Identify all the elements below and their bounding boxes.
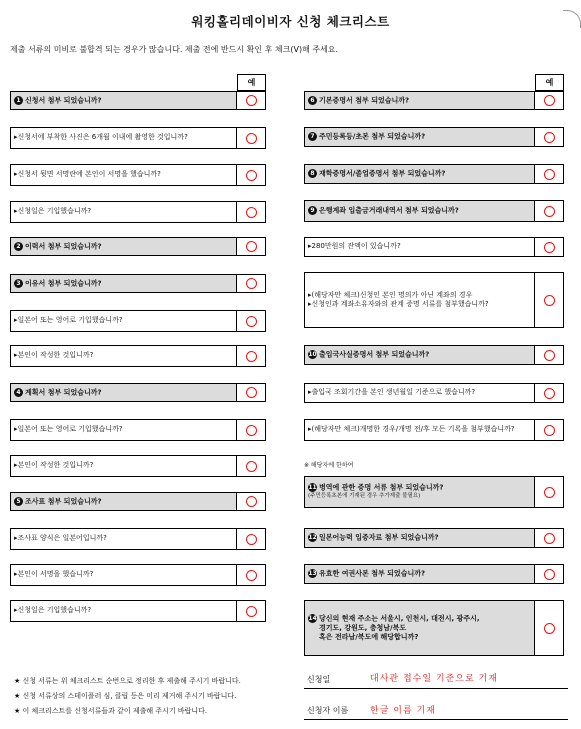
- checklist-item: [10, 455, 266, 477]
- check-cell[interactable]: [534, 601, 563, 655]
- circle-icon: [246, 570, 257, 581]
- check-cell[interactable]: [236, 529, 265, 549]
- item-label: ▸출입국 조회기간을 본인 생년월일 기준으로 했습니까?: [308, 388, 476, 397]
- item-label-sub: (주민등록초본에 기재된 경우 추가제출 불필요): [308, 493, 421, 500]
- item-label: ▸신청서에 부착한 사진은 6개월 이내에 촬영한 것입니까?: [14, 133, 188, 142]
- check-cell[interactable]: [236, 202, 265, 222]
- item-label: 기본증명서 첨부 되었습니까?: [319, 96, 410, 105]
- item-label-line2: 경기도, 강원도, 충청남/북도: [319, 623, 407, 632]
- item-label-line3: 혹은 전라남/북도에 해당합니까?: [319, 632, 419, 641]
- item-label: 출입국사실증명서 첨부 되었습니까?: [319, 350, 430, 359]
- circle-icon: [544, 295, 555, 306]
- checklist-item: [10, 345, 266, 367]
- circle-icon: [544, 206, 555, 217]
- name-underline: [304, 719, 568, 720]
- checklist-item: [304, 200, 564, 222]
- check-cell[interactable]: [236, 456, 265, 476]
- checklist-item: [304, 528, 564, 548]
- checklist-item: [304, 600, 564, 656]
- item-label: 병역에 관한 증명 서류 첨부 되었습니까?: [319, 483, 444, 492]
- checklist-item: [10, 91, 266, 110]
- checklist-item: [304, 91, 564, 110]
- check-cell[interactable]: [236, 346, 265, 366]
- date-underline: [304, 688, 568, 689]
- circle-icon: [246, 207, 257, 218]
- circle-icon: [246, 425, 257, 436]
- checklist-item: [10, 164, 266, 186]
- item-label: 일본어능력 입증자료 첨부 되었습니까?: [319, 533, 439, 542]
- item-label: ▸본인이 작성한 것입니까?: [14, 351, 94, 360]
- circle-icon: [246, 496, 257, 507]
- circle-icon: [544, 132, 555, 143]
- check-cell[interactable]: [236, 565, 265, 585]
- item-label-line2: ▸신청인과 계좌소유자와의 관계 증명 서류를 첨부했습니까?: [308, 300, 489, 308]
- check-cell[interactable]: [236, 311, 265, 331]
- circle-icon: [544, 95, 555, 106]
- number-badge: 7: [308, 132, 317, 141]
- checklist-item: [304, 419, 564, 441]
- number-badge: 9: [308, 206, 317, 215]
- item-label: ▸본인이 서명을 했습니까?: [14, 570, 94, 579]
- name-value[interactable]: 한글 이름 기재: [370, 706, 436, 716]
- left-check-header: 예: [237, 74, 266, 91]
- check-cell[interactable]: [534, 346, 563, 364]
- item-label: 은행계좌 입출금거래내역서 첨부 되었습니까?: [319, 206, 459, 215]
- check-cell[interactable]: [534, 420, 563, 440]
- number-badge: 1: [14, 96, 23, 105]
- checklist-item: [10, 274, 266, 293]
- item-label: 계획서 첨부 되었습니까?: [25, 388, 102, 397]
- checklist-item: [304, 345, 564, 365]
- applicable-note: ※ 해당자에 한하여: [304, 462, 354, 469]
- item-label: ▸신청일은 기입했습니까?: [14, 207, 92, 216]
- checklist-item: [10, 383, 266, 402]
- date-label: 신청일: [307, 675, 331, 684]
- number-badge: 13: [308, 570, 317, 578]
- checklist-item: [304, 164, 564, 184]
- circle-icon: [544, 623, 555, 634]
- number-badge: 8: [308, 169, 317, 178]
- circle-icon: [544, 169, 555, 180]
- circle-icon: [246, 387, 257, 398]
- circle-icon: [544, 487, 555, 498]
- check-cell[interactable]: [534, 165, 563, 183]
- circle-icon: [246, 606, 257, 617]
- checklist-item: [304, 383, 564, 403]
- circle-icon: [246, 316, 257, 327]
- checklist-item: [10, 127, 266, 149]
- circle-icon: [246, 95, 257, 106]
- circle-icon: [246, 351, 257, 362]
- number-badge: 6: [308, 96, 317, 105]
- check-cell[interactable]: [534, 565, 563, 583]
- circle-icon: [544, 350, 555, 361]
- item-label: ▸(해당자만 체크)신청인 본인 명의가 아닌 계좌의 경우: [308, 290, 473, 299]
- check-cell[interactable]: [236, 601, 265, 621]
- number-badge: 11: [308, 484, 317, 492]
- circle-icon: [246, 461, 257, 472]
- circle-icon: [246, 241, 257, 252]
- checklist-item: [10, 564, 266, 586]
- item-label: 재학증명서/졸업증명서 첨부 되었습니까?: [319, 169, 446, 178]
- item-label: ▸일본어 또는 영어로 기입했습니까?: [14, 425, 123, 434]
- check-cell[interactable]: [236, 420, 265, 440]
- check-cell[interactable]: [236, 493, 265, 510]
- check-cell[interactable]: [534, 128, 563, 146]
- item-label: ▸조사표 양식은 일본어입니까?: [14, 534, 107, 543]
- footer-note: ★ 이 체크리스트를 신청서류들과 같이 제출해 주시기 바랍니다.: [14, 707, 208, 715]
- check-cell[interactable]: [534, 273, 563, 327]
- check-cell[interactable]: [534, 477, 563, 507]
- circle-icon: [544, 425, 555, 436]
- circle-icon: [544, 569, 555, 580]
- circle-icon: [246, 534, 257, 545]
- checklist-item: [10, 419, 266, 441]
- number-badge: 12: [308, 534, 317, 542]
- check-cell[interactable]: [236, 128, 265, 148]
- item-label: ▸일본어 또는 영어로 기입했습니까?: [14, 316, 123, 325]
- circle-icon: [246, 133, 257, 144]
- checklist-item: [10, 237, 266, 256]
- checklist-item: [304, 237, 564, 257]
- circle-icon: [246, 170, 257, 181]
- circle-icon: [544, 388, 555, 399]
- number-badge: 14: [308, 614, 317, 622]
- footer-notes: [14, 674, 241, 719]
- checklist-item: [304, 564, 564, 584]
- check-cell[interactable]: [236, 384, 265, 401]
- item-label: 유효한 여권사본 첨부 되었습니까?: [319, 569, 426, 578]
- number-badge: 5: [14, 497, 23, 506]
- checklist-item: [10, 600, 266, 622]
- footer-note: ★ 신청 서류상의 스테이플러 심, 클립 등은 미리 제거해 주시기 바랍니다.: [14, 692, 237, 700]
- item-label: 이유서 첨부 되었습니까?: [25, 279, 102, 288]
- name-label: 신청자 이름: [307, 706, 349, 715]
- check-cell[interactable]: [236, 275, 265, 292]
- item-label: ▸신청서 뒷면 서명란에 본인이 서명을 했습니까?: [14, 170, 161, 179]
- item-label: 조사표 첨부 되었습니까?: [25, 497, 102, 506]
- check-cell[interactable]: [236, 92, 265, 109]
- item-label: 신청서 첨부 되었습니까?: [25, 96, 102, 105]
- right-check-header: 예: [535, 74, 564, 91]
- check-cell[interactable]: [534, 92, 563, 109]
- checklist-item: [304, 127, 564, 147]
- check-cell[interactable]: [534, 201, 563, 221]
- checklist-item: [304, 272, 564, 328]
- check-cell[interactable]: [534, 529, 563, 547]
- item-label: ▸신청일은 기입했습니까?: [14, 606, 92, 615]
- check-cell[interactable]: [534, 384, 563, 402]
- number-badge: 4: [14, 388, 23, 397]
- checklist-item: [10, 201, 266, 223]
- checklist-item: [10, 310, 266, 332]
- item-label: ▸280만원의 잔액이 있습니까?: [308, 242, 401, 251]
- item-label: 이력서 첨부 되었습니까?: [25, 242, 102, 251]
- date-value[interactable]: 대사관 접수일 기준으로 기재: [370, 674, 498, 684]
- circle-icon: [246, 278, 257, 289]
- item-label: ▸(해당자만 체크)개명한 경우/개명 전/후 모든 기록을 첨부했습니까?: [308, 425, 515, 434]
- number-badge: 10: [308, 351, 317, 359]
- number-badge: 2: [14, 242, 23, 251]
- number-badge: 3: [14, 279, 23, 288]
- item-label: 주민등록등/초본 첨부 되었습니까?: [319, 132, 426, 141]
- check-cell[interactable]: [236, 238, 265, 255]
- footer-note: ★ 신청 서류는 위 체크리스트 순번으로 정리한 후 제출해 주시기 바랍니다.: [14, 677, 241, 685]
- item-label: 당신의 현재 주소는 서울시, 인천시, 대전시, 광주시,: [319, 614, 480, 623]
- checklist-item: [10, 492, 266, 511]
- circle-icon: [544, 242, 555, 253]
- circle-icon: [544, 533, 555, 544]
- page-title: 워킹홀리데이비자 신청 체크리스트: [191, 14, 390, 29]
- checklist-item: [304, 476, 564, 508]
- item-label: ▸본인이 작성한 것입니까?: [14, 461, 94, 470]
- page-subtitle: 제출 서류의 미비로 불합격 되는 경우가 많습니다. 제출 전에 반드시 확인 후 체크(V)해 주세요.: [10, 45, 339, 54]
- check-cell[interactable]: [534, 238, 563, 256]
- checklist-item: [10, 528, 266, 550]
- check-cell[interactable]: [236, 165, 265, 185]
